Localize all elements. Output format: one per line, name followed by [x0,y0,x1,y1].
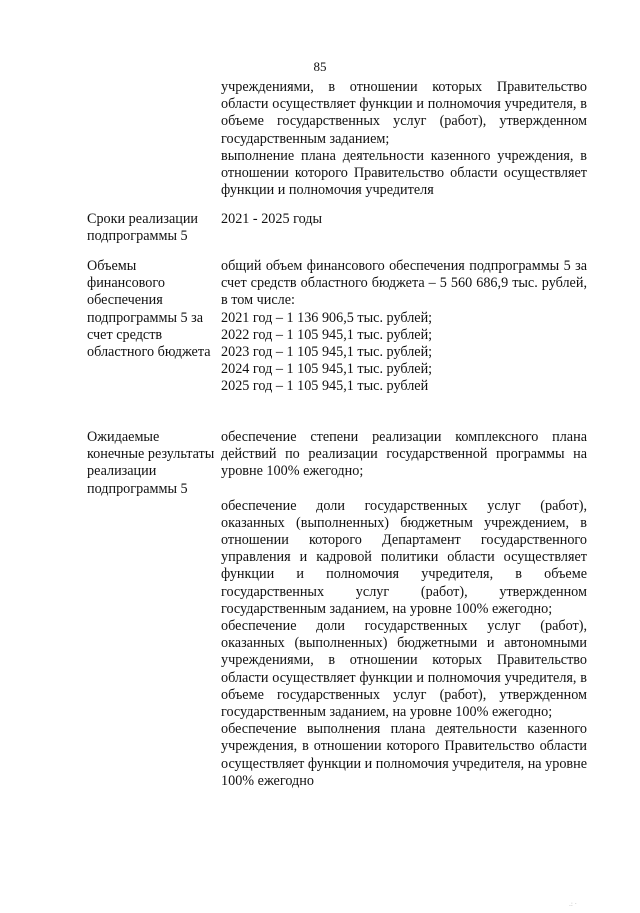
period-value: 2021 - 2025 годы [221,211,323,227]
results-paragraph: обеспечение доли государственных услуг (работ), оказанных (выполненных) бюджетным учреждением, в отношении которого Департамент государственного управления и кадровой политики области осуществляет функции и полномочия учредителя, в объеме государственных услуг (работ), утвержденном государственным заданием, на уровне 100% ежегодно; [221,497,587,617]
results-paragraph: обеспечение выполнения плана деятельности казенного учреждения, в отношении которого Правительство области осуществляет функции и полномочия учредителя, на уровне 100% ежегодно [221,721,588,789]
funding-block [221,258,587,396]
results-paragraph: обеспечение доли государственных услуг (работ), оказанных (выполненных) бюджетными и автономными учреждениями, в отношении которых Правительство области осуществляет функции и полномочия учредителя, в объеме государственных услуг (работ), утвержденном государственным заданием, на уровне 100% ежегодно; [221,618,587,721]
funding-intro: общий объем финансового обеспечения подпрограммы 5 за счет средств областного бюджета – 5 560 686,9 тыс. рублей, в том числе: [221,258,587,309]
page-number: 85 [313,59,327,74]
funding-year-item: 2022 год – 1 105 945,1 тыс. рублей; [221,326,433,343]
funding-year-item: 2025 год – 1 105 945,1 тыс. рублей [221,378,429,395]
funding-year-item: 2023 год – 1 105 945,1 тыс. рублей; [221,344,433,361]
results-label: Ожидаемые конечные результаты реализации подпрограммы 5 [87,429,215,497]
period-label: Сроки реализации подпрограммы 5 [87,211,199,245]
funding-year-item: 2024 год – 1 105 945,1 тыс. рублей; [221,361,433,378]
results-block [221,429,587,790]
scan-artifact: .: · [569,901,577,908]
funding-label: Объемы финансового обеспечения подпрограммы 5 за счет средств областного бюджета [87,258,211,361]
funding-year-item: 2021 год – 1 136 906,5 тыс. рублей; [221,309,433,326]
intro-block [221,79,587,199]
intro-paragraph: выполнение плана деятельности казенного учреждения, в отношении которого Правительство области осуществляет функции и полномочия учредителя [221,147,587,199]
intro-paragraph: учреждениями, в отношении которых Правительство области осуществляет функции и полномочия учредителя, в объеме государственных услуг (работ), утвержденном государственным заданием; [221,79,587,147]
results-paragraph: обеспечение степени реализации комплексного плана действий по реализации государственной программы на уровне 100% ежегодно; [221,429,587,480]
funding-years-list [221,310,587,396]
